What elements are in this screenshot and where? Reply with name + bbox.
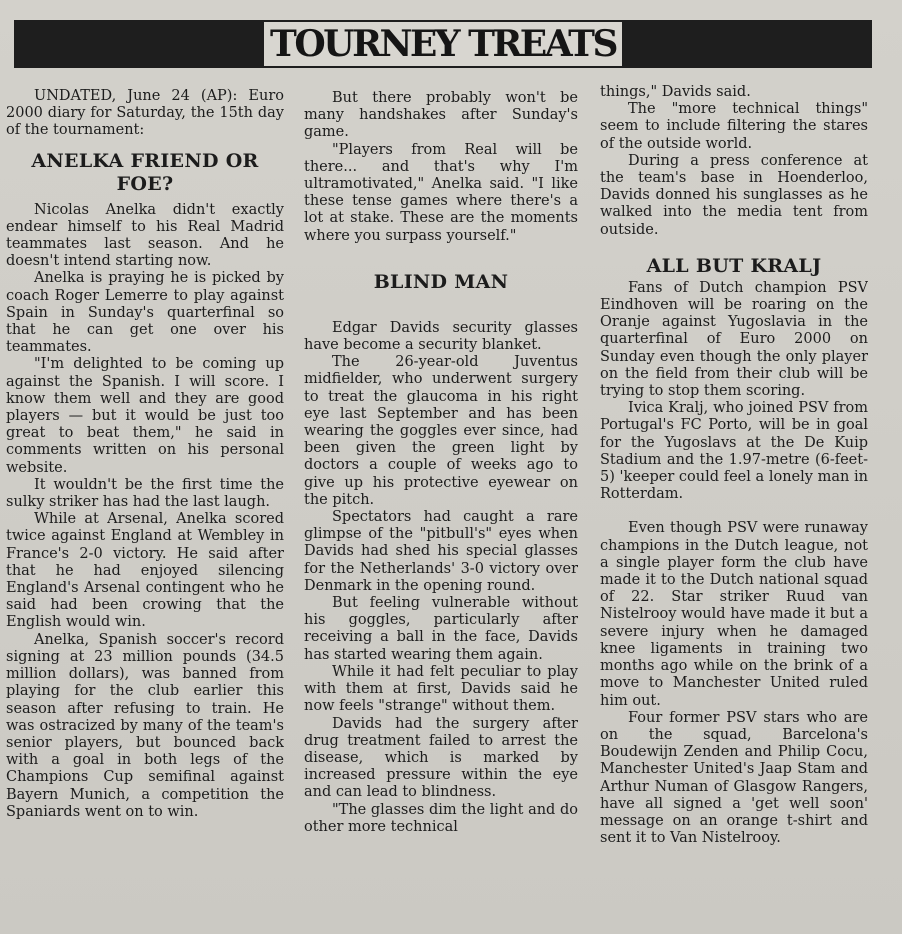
article-paragraph: But there probably won't be many handshakes after Sunday's game.	[304, 90, 578, 141]
column-2	[304, 90, 578, 920]
section-heading-anelka: ANELKA FRIEND OR FOE?	[31, 149, 259, 195]
article-paragraph: While it had felt peculiar to play with them at first, Davids said he now feels "strange" without them.	[304, 663, 578, 715]
article-paragraph: Davids had the surgery after drug treatment failed to arrest the disease, which is marked by increased pressure within the eye and can lead to blindness.	[304, 715, 578, 801]
article-paragraph: "Players from Real will be there... and that's why I'm ultramotivated," Anelka said. "I like these tense games where there's a lot at stake. These are the moments where you surpass yourself."	[304, 141, 578, 244]
headline-banner	[14, 20, 872, 68]
article-paragraph: While at Arsenal, Anelka scored twice against England at Wembley in France's 2-0 victory. He said after that he had enjoyed silencing England's Arsenal contingent who he said had been crowing that the English would win.	[6, 511, 284, 631]
article-paragraph: Four former PSV stars who are on the squad, Barcelona's Boudewijn Zenden and Philip Cocu, Manchester United's Jaap Stam and Arthur Numan of Glasgow Rangers, have all signed a 'get well soon' message on an orange t-shirt and sent it to Van Nistelrooy.	[600, 709, 868, 847]
article-paragraph: Nicolas Anelka didn't exactly endear himself to his Real Madrid teammates last season. And he doesn't intend starting now.	[6, 201, 284, 270]
article-paragraph: Spectators had caught a rare glimpse of the "pitbull's" eyes when Davids had shed his special glasses for the Netherlands' 3-0 victory over Denmark in the opening round.	[304, 509, 578, 594]
article-paragraph: Ivica Kralj, who joined PSV from Portugal's FC Porto, will be in goal for the Yugoslavs at the De Kuip Stadium and the 1.97-metre (6-feet-5) 'keeper could feel a lonely man in Rotterdam.	[600, 400, 868, 503]
article-paragraph-continuation: things," Davids said.	[600, 84, 751, 100]
article-paragraph: "I'm delighted to be coming up against the Spanish. I will score. I know them well and they are good players — but it would be just too great to beat them," he said in comments written on his personal website.	[6, 356, 284, 476]
article-paragraph: Even though PSV were runaway champions in the Dutch league, not a single player form the club have made it to the Dutch national squad of 22. Star striker Ruud van Nistelrooy would have made it but a severe injury when he damaged knee ligaments in training two months ago while on the brink of a move to Manchester United ruled him out.	[600, 520, 868, 709]
article-paragraph: The 26-year-old Juventus midfielder, who underwent surgery to treat the glaucoma in his right eye last September and has been wearing the goggles ever since, had been given the green light by doctors a couple of weeks ago to give up his protective eyewear on the pitch.	[304, 354, 578, 508]
article-paragraph: The "more technical things" seem to include filtering the stares of the outside world.	[600, 101, 868, 152]
article-paragraph: Edgar Davids security glasses have become a security blanket.	[304, 319, 578, 354]
article-paragraph: But feeling vulnerable without his goggles, particularly after receiving a ball in the face, Davids has started wearing them again.	[304, 595, 578, 663]
article-paragraph: It wouldn't be the first time the sulky striker has had the last laugh.	[6, 476, 284, 511]
article-paragraph: During a press conference at the team's base in Hoenderloo, Davids donned his sunglasses as he walked into the media tent from outside.	[600, 152, 868, 238]
article-paragraph: Anelka is praying he is picked by coach Roger Lemerre to play against Spain in Sunday's quarterfinal so that he can get one over his teammates.	[6, 270, 284, 356]
paragraph-gap	[600, 503, 868, 520]
section-heading-all-but-kralj: ALL BUT KRALJ	[646, 254, 822, 277]
section-heading-blind-man: BLIND MAN	[373, 270, 509, 293]
column-1	[6, 88, 284, 918]
article-paragraph: Fans of Dutch champion PSV Eindhoven will be roaring on the Oranje against Yugoslavia in the quarterfinal of Euro 2000 on Sunday even though the only player on the field from their club will be trying to stop them scoring.	[600, 279, 868, 400]
column-3	[600, 84, 868, 914]
dateline: UNDATED, June 24 (AP): Euro 2000 diary for Saturday, the 15th day of the tournament:	[6, 88, 284, 139]
article-paragraph-continued: "The glasses dim the light and do other more technical	[304, 801, 578, 835]
article-paragraph: Anelka, Spanish soccer's record signing at 23 million pounds (34.5 million dollars), was banned from playing for the club earlier this season after refusing to train. He was ostracized by many of the team's senior players, but bounced back with a goal in both legs of the Champions Cup semifinal against Bayern Munich, a competition the Spaniards went on to win.	[6, 631, 284, 820]
headline: TOURNEY TREATS	[264, 22, 622, 66]
